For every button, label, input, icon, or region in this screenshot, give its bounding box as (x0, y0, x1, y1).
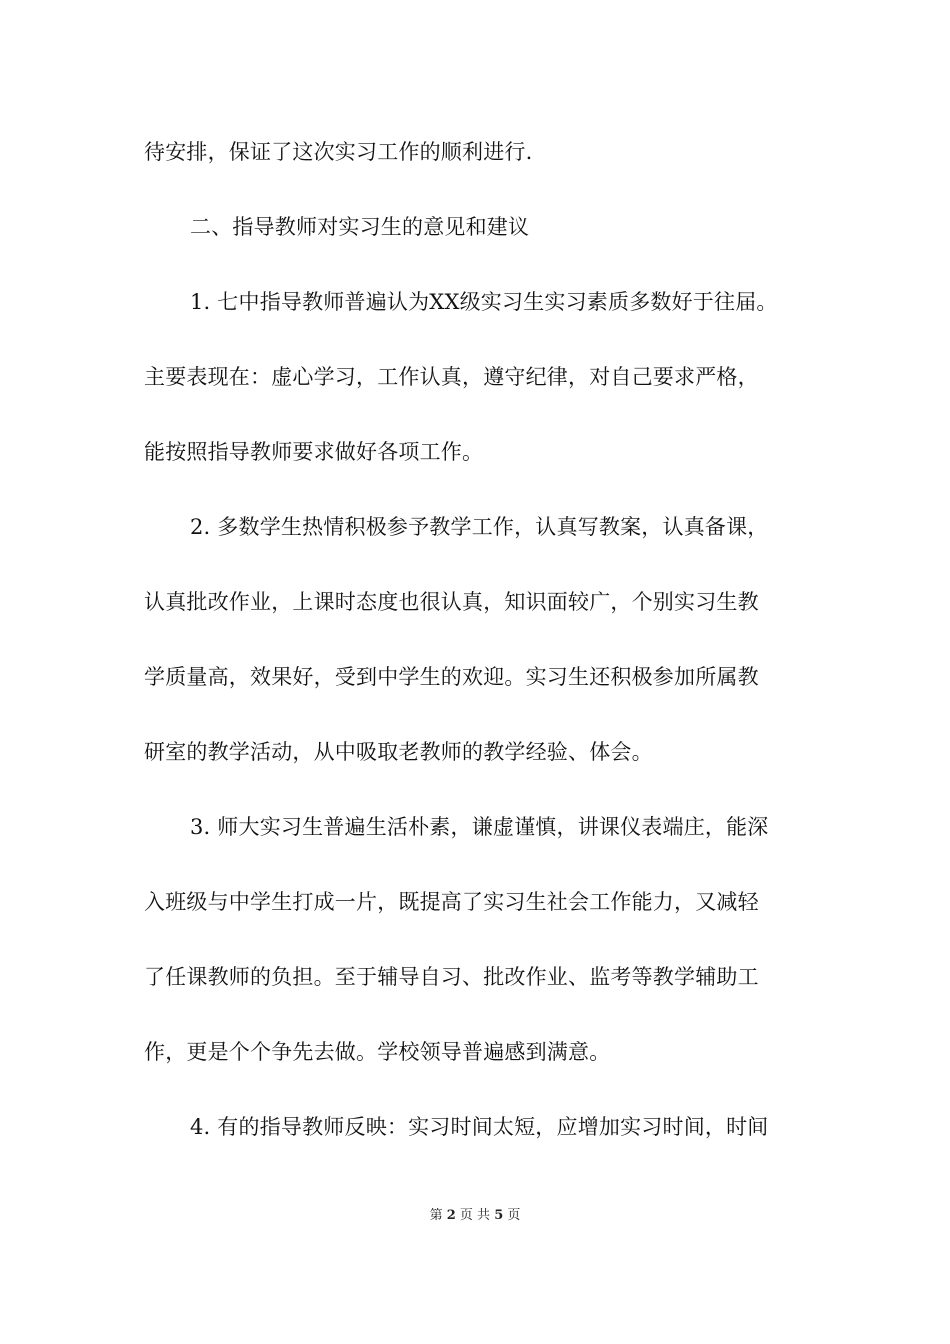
body-line: 学质量高，效果好，受到中学生的欢迎。实习生还积极参加所属教 (144, 665, 759, 689)
current-page-number: 2 (446, 1208, 456, 1223)
body-line: 2. 多数学生热情积极参予教学工作，认真写教案，认真备课， (190, 515, 769, 539)
footer-middle: 页 共 (459, 1208, 491, 1223)
page-footer (0, 1206, 950, 1226)
footer-prefix: 第 (429, 1208, 443, 1223)
section-heading: 二、指导教师对实习生的意见和建议 (190, 215, 530, 239)
body-line: 作，更是个个争先去做。学校领导普遍感到满意。 (144, 1040, 611, 1064)
body-line: 入班级与中学生打成一片，既提高了实习生社会工作能力，又减轻 (144, 890, 759, 914)
body-line: 1. 七中指导教师普遍认为XX级实习生实习素质多数好于往届。 (190, 290, 778, 314)
body-line: 了任课教师的负担。至于辅导自习、批改作业、监考等教学辅助工 (144, 965, 759, 989)
body-line: 认真批改作业，上课时态度也很认真，知识面较广，个别实习生教 (144, 590, 759, 614)
body-line: 主要表现在：虚心学习，工作认真，遵守纪律，对自己要求严格， (144, 365, 759, 389)
body-line: 能按照指导教师要求做好各项工作。 (144, 440, 484, 464)
footer-suffix: 页 (507, 1208, 521, 1223)
body-line: 3. 师大实习生普遍生活朴素，谦虚谨慎，讲课仪表端庄，能深 (190, 815, 769, 839)
total-pages-number: 5 (494, 1208, 504, 1223)
body-line: 待安排，保证了这次实习工作的顺利进行. (144, 140, 533, 164)
body-line: 研室的教学活动，从中吸取老教师的教学经验、体会。 (144, 740, 653, 764)
body-line: 4. 有的指导教师反映：实习时间太短，应增加实习时间，时间 (190, 1115, 769, 1139)
